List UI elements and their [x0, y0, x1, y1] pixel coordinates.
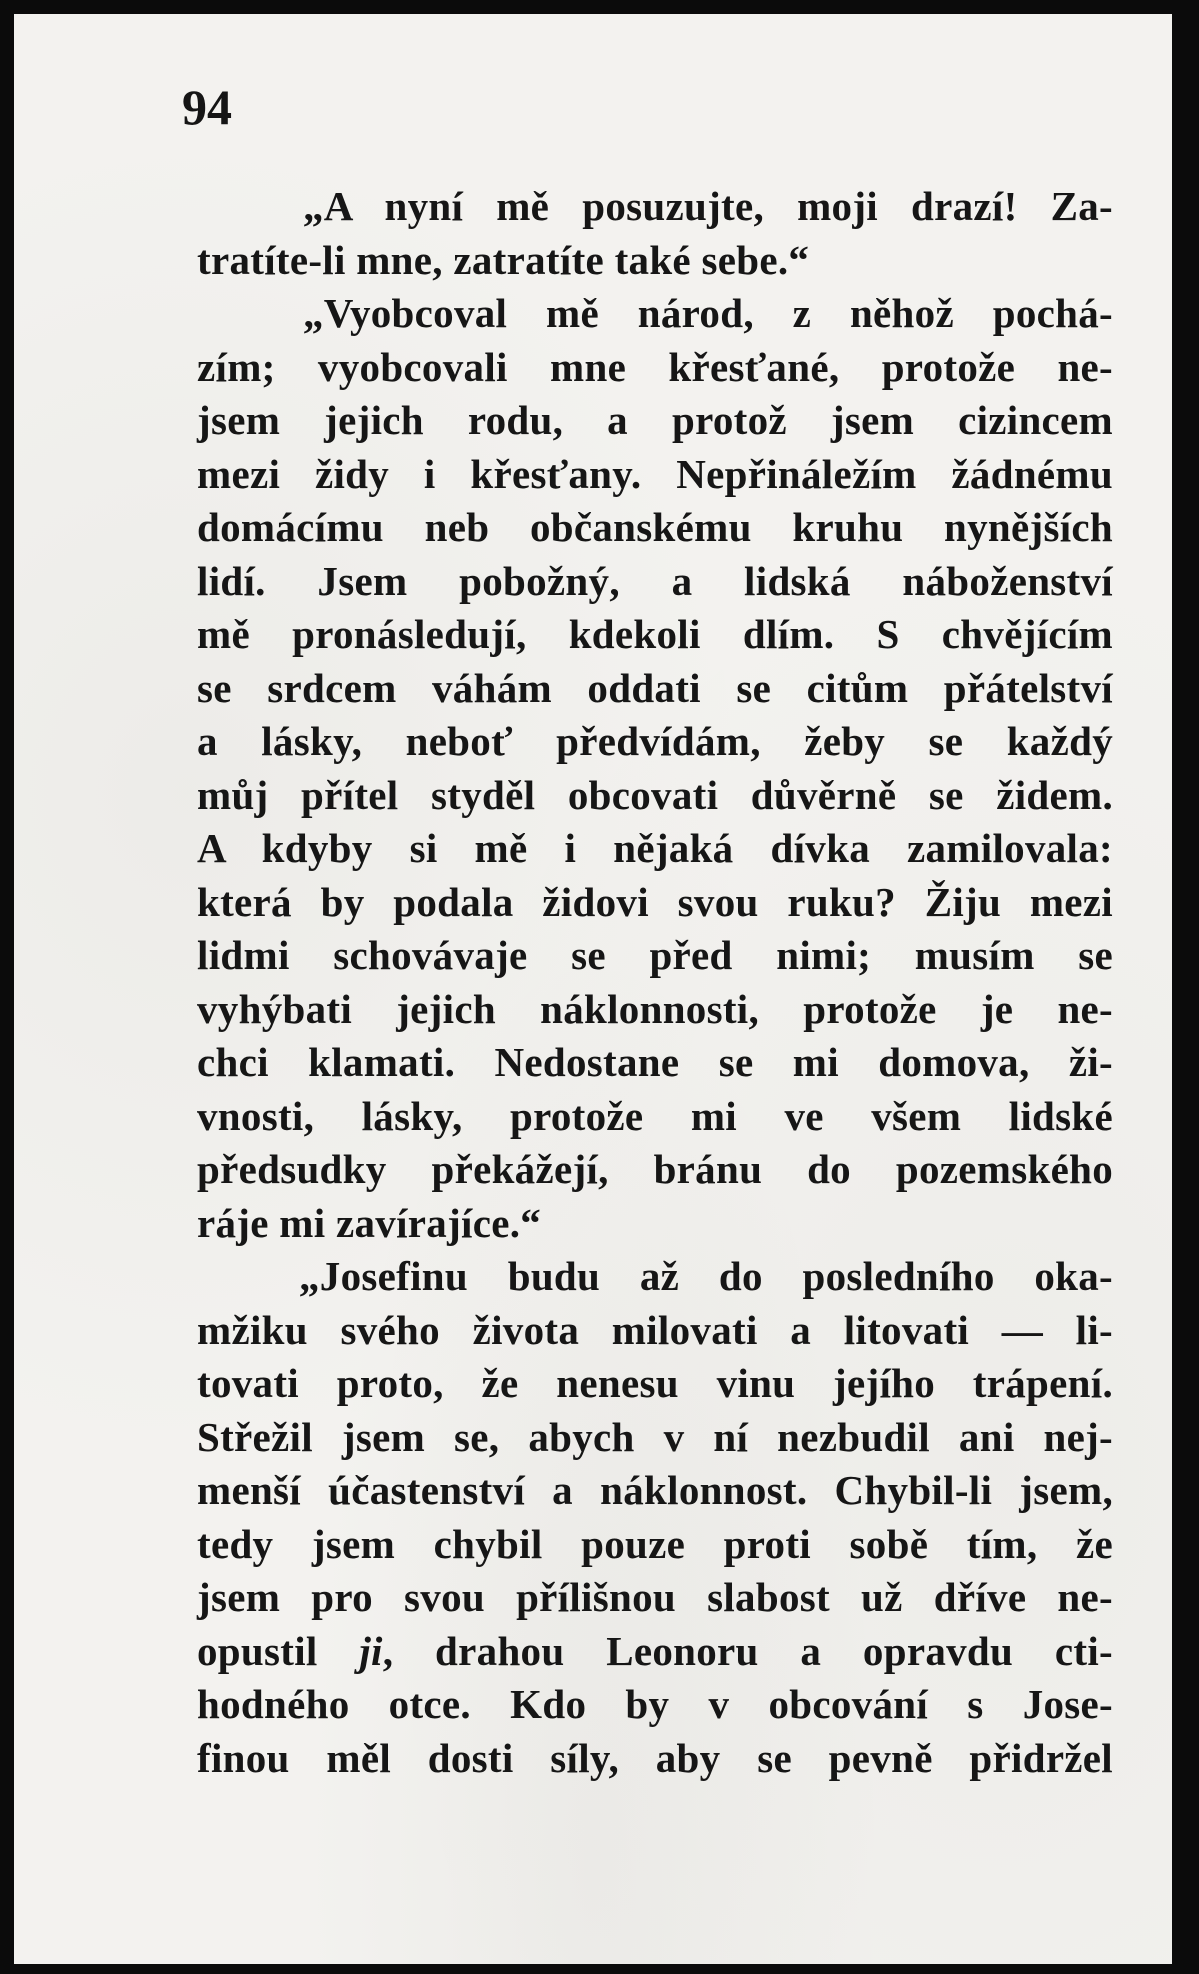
text-line: mě pronásledují, kdekoli dlím. S chvějícím: [197, 611, 1113, 657]
text-line: tedy jsem chybil pouze proti sobě tím, že: [197, 1520, 1113, 1567]
text-line: „Vyobcoval mě národ, z něhož pochá-: [303, 290, 1113, 336]
book-page: [14, 14, 1172, 1964]
text-line: vnosti, lásky, protože mi ve všem lidské: [197, 1092, 1113, 1139]
text-line: jsem pro svou přílišnou slabost už dříve ne-: [197, 1574, 1113, 1620]
text-line: tovati proto, že nenesu vinu jejího trápení.: [197, 1360, 1113, 1406]
body-text: [197, 180, 1113, 1785]
text-line: „Josefinu budu až do posledního oka-: [299, 1253, 1113, 1299]
text-line: můj přítel styděl obcovati důvěrně se židem.: [197, 771, 1113, 818]
text-line: zím; vyobcovali mne křesťané, protože ne-: [197, 343, 1113, 390]
text-line: a lásky, neboť předvídám, žeby se každý: [197, 718, 1113, 764]
italic-word: ji: [359, 1627, 383, 1674]
text-line: mezi židy i křesťany. Nepřináležím žádnému: [197, 450, 1113, 497]
text-line: Střežil jsem se, abych v ní nezbudil ani nej-: [197, 1413, 1113, 1460]
text-line: předsudky překážejí, bránu do pozemského: [197, 1146, 1113, 1192]
page-number: 94: [182, 79, 232, 135]
text-line: mžiku svého života milovati a litovati — li-: [197, 1306, 1113, 1353]
text-line: jsem jejich rodu, a protož jsem cizincem: [197, 397, 1113, 443]
text-line: finou měl dosti síly, aby se pevně přidržel: [197, 1734, 1113, 1781]
text-line: domácímu neb občanskému kruhu nynějších: [197, 504, 1113, 550]
text-line: ráje mi zavírajíce.“: [197, 1199, 542, 1246]
text-line: hodného otce. Kdo by v obcování s Jose-: [197, 1681, 1113, 1727]
text-fragment: , drahou Leonoru a opravdu cti-: [382, 1627, 1113, 1674]
text-line: vyhýbati jejich náklonnosti, protože je ne-: [197, 985, 1113, 1032]
text-line: lidí. Jsem pobožný, a lidská náboženství: [197, 557, 1113, 604]
text-line: menší účastenství a náklonnost. Chybil-li jsem,: [197, 1467, 1113, 1513]
text-line: tratíte-li mne, zatratíte také sebe.“: [197, 236, 810, 283]
text-line: se srdcem váhám oddati se citům přátelství: [197, 664, 1113, 711]
text-line: lidmi schovávaje se před nimi; musím se: [197, 932, 1113, 978]
text-fragment: opustil: [197, 1627, 318, 1674]
text-line: která by podala židovi svou ruku? Žiju mezi: [197, 878, 1113, 925]
text-line: chci klamati. Nedostane se mi domova, ži-: [197, 1039, 1113, 1085]
text-line-mixed: [197, 1625, 1113, 1679]
text-line: A kdyby si mě i nějaká dívka zamilovala:: [197, 825, 1113, 871]
text-line: „A nyní mě posuzujte, moji drazí! Za-: [303, 183, 1113, 229]
